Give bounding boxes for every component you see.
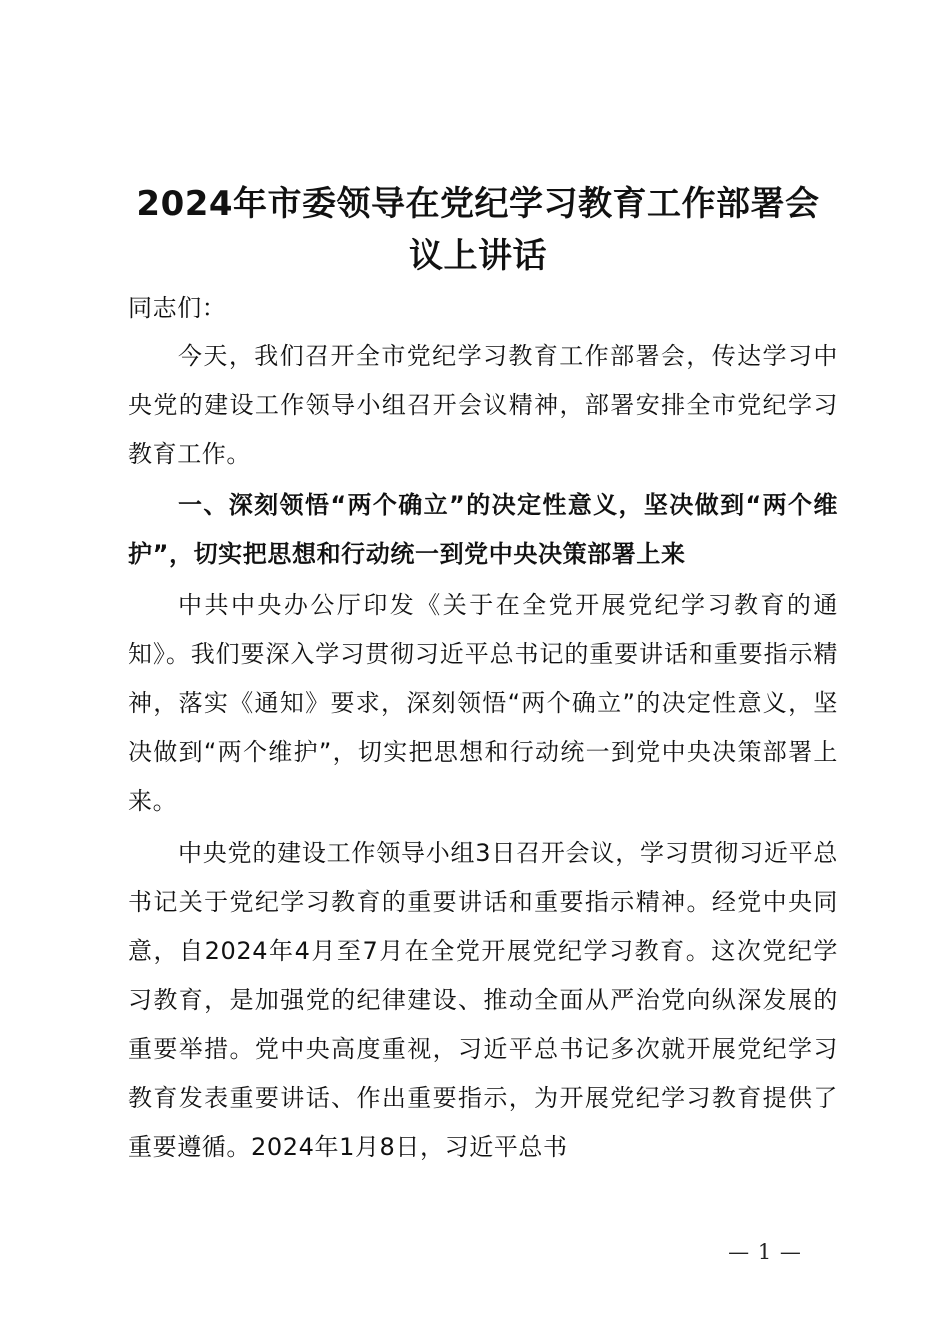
paragraph-intro: 今天，我们召开全市党纪学习教育工作部署会，传达学习中央党的建设工作领导小组召开会议精神，部署安排全市党纪学习教育工作。 <box>128 342 838 468</box>
page-number: — 1 — <box>728 1240 802 1264</box>
greeting: 同志们： <box>128 294 227 322</box>
section-heading-1: 一、深刻领悟“两个确立”的决定性意义，坚决做到“两个维护”，切实把思想和行动统一到党中央决策部署上来 <box>128 491 838 568</box>
paragraph-meeting: 中央党的建设工作领导小组3日召开会议，学习贯彻习近平总书记关于党纪学习教育的重要讲话和重要指示精神。经党中央同意，自2024年4月至7月在全党开展党纪学习教育。这次党纪学习教育，是加强党的纪律建设、推动全面从严治党向纵深发展的重要举措。党中央高度重视，习近平总书记多次就开展党纪学习教育发表重要讲话、作出重要指示，为开展党纪学习教育提供了重要遵循。2024年1月8日，习近平总书 <box>128 839 838 1161</box>
document-title: 2024年市委领导在党纪学习教育工作部署会议上讲话 <box>136 184 820 276</box>
paragraph-notice: 中共中央办公厅印发《关于在全党开展党纪学习教育的通知》。我们要深入学习贯彻习近平总书记的重要讲话和重要指示精神，落实《通知》要求，深刻领悟“两个确立”的决定性意义，坚决做到“两个维护”，切实把思想和行动统一到党中央决策部署上来。 <box>128 591 838 815</box>
